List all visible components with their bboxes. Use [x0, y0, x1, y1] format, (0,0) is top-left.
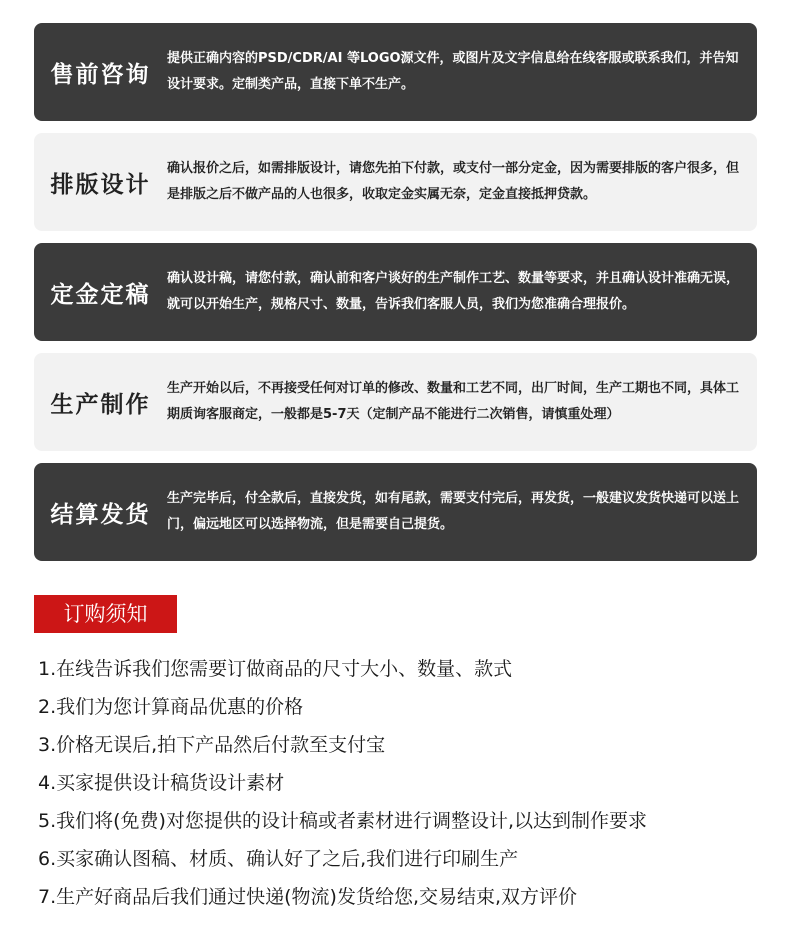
step-card-layout-design	[34, 133, 757, 231]
step-title: 结算发货	[50, 501, 151, 528]
step-title: 定金定稿	[50, 281, 151, 308]
step-title: 售前咨询	[50, 61, 151, 88]
step-description: 生产完毕后，付全款后，直接发货，如有尾款，需要支付完后，再发货，一般建议发货快递可以送上门，偏远地区可以选择物流，但是需要自己提货。	[167, 491, 740, 532]
notice-item: 1.在线告诉我们您需要订做商品的尺寸大小、数量、款式	[38, 658, 513, 680]
notice-item: 7.生产好商品后我们通过快递(物流)发货给您,交易结束,双方评价	[38, 886, 578, 908]
notice-item: 6.买家确认图稿、材质、确认好了之后,我们进行印刷生产	[38, 848, 519, 870]
order-notice-list	[38, 650, 758, 916]
step-description: 确认设计稿，请您付款，确认前和客户谈好的生产制作工艺、数量等要求，并且确认设计准确无误，就可以开始生产，规格尺寸、数量，告诉我们客服人员，我们为您准确合理报价。	[167, 271, 740, 312]
step-description: 提供正确内容的PSD/CDR/AI 等LOGO源文件，或图片及文字信息给在线客服或联系我们，并告知设计要求。定制类产品，直接下单不生产。	[167, 51, 739, 92]
step-card-production	[34, 353, 757, 451]
step-card-deposit-finalize	[34, 243, 757, 341]
step-title: 生产制作	[50, 391, 151, 418]
step-title: 排版设计	[50, 171, 151, 198]
notice-item: 3.价格无误后,拍下产品然后付款至支付宝	[38, 734, 386, 756]
step-description: 确认报价之后，如需排版设计，请您先拍下付款，或支付一部分定金，因为需要排版的客户很多，但是排版之后不做产品的人也很多，收取定金实属无奈，定金直接抵押贷款。	[167, 161, 740, 202]
order-notice-heading: 订购须知	[34, 595, 177, 633]
notice-item: 2.我们为您计算商品优惠的价格	[38, 696, 304, 718]
notice-item: 5.我们将(免费)对您提供的设计稿或者素材进行调整设计,以达到制作要求	[38, 810, 647, 832]
step-card-consult	[34, 23, 757, 121]
step-description: 生产开始以后，不再接受任何对订单的修改、数量和工艺不同，出厂时间，生产工期也不同，具体工期质询客服商定，一般都是5-7天（定制产品不能进行二次销售，请慎重处理）	[167, 381, 740, 422]
step-card-settlement-shipping	[34, 463, 757, 561]
notice-item: 4.买家提供设计稿货设计素材	[38, 772, 285, 794]
